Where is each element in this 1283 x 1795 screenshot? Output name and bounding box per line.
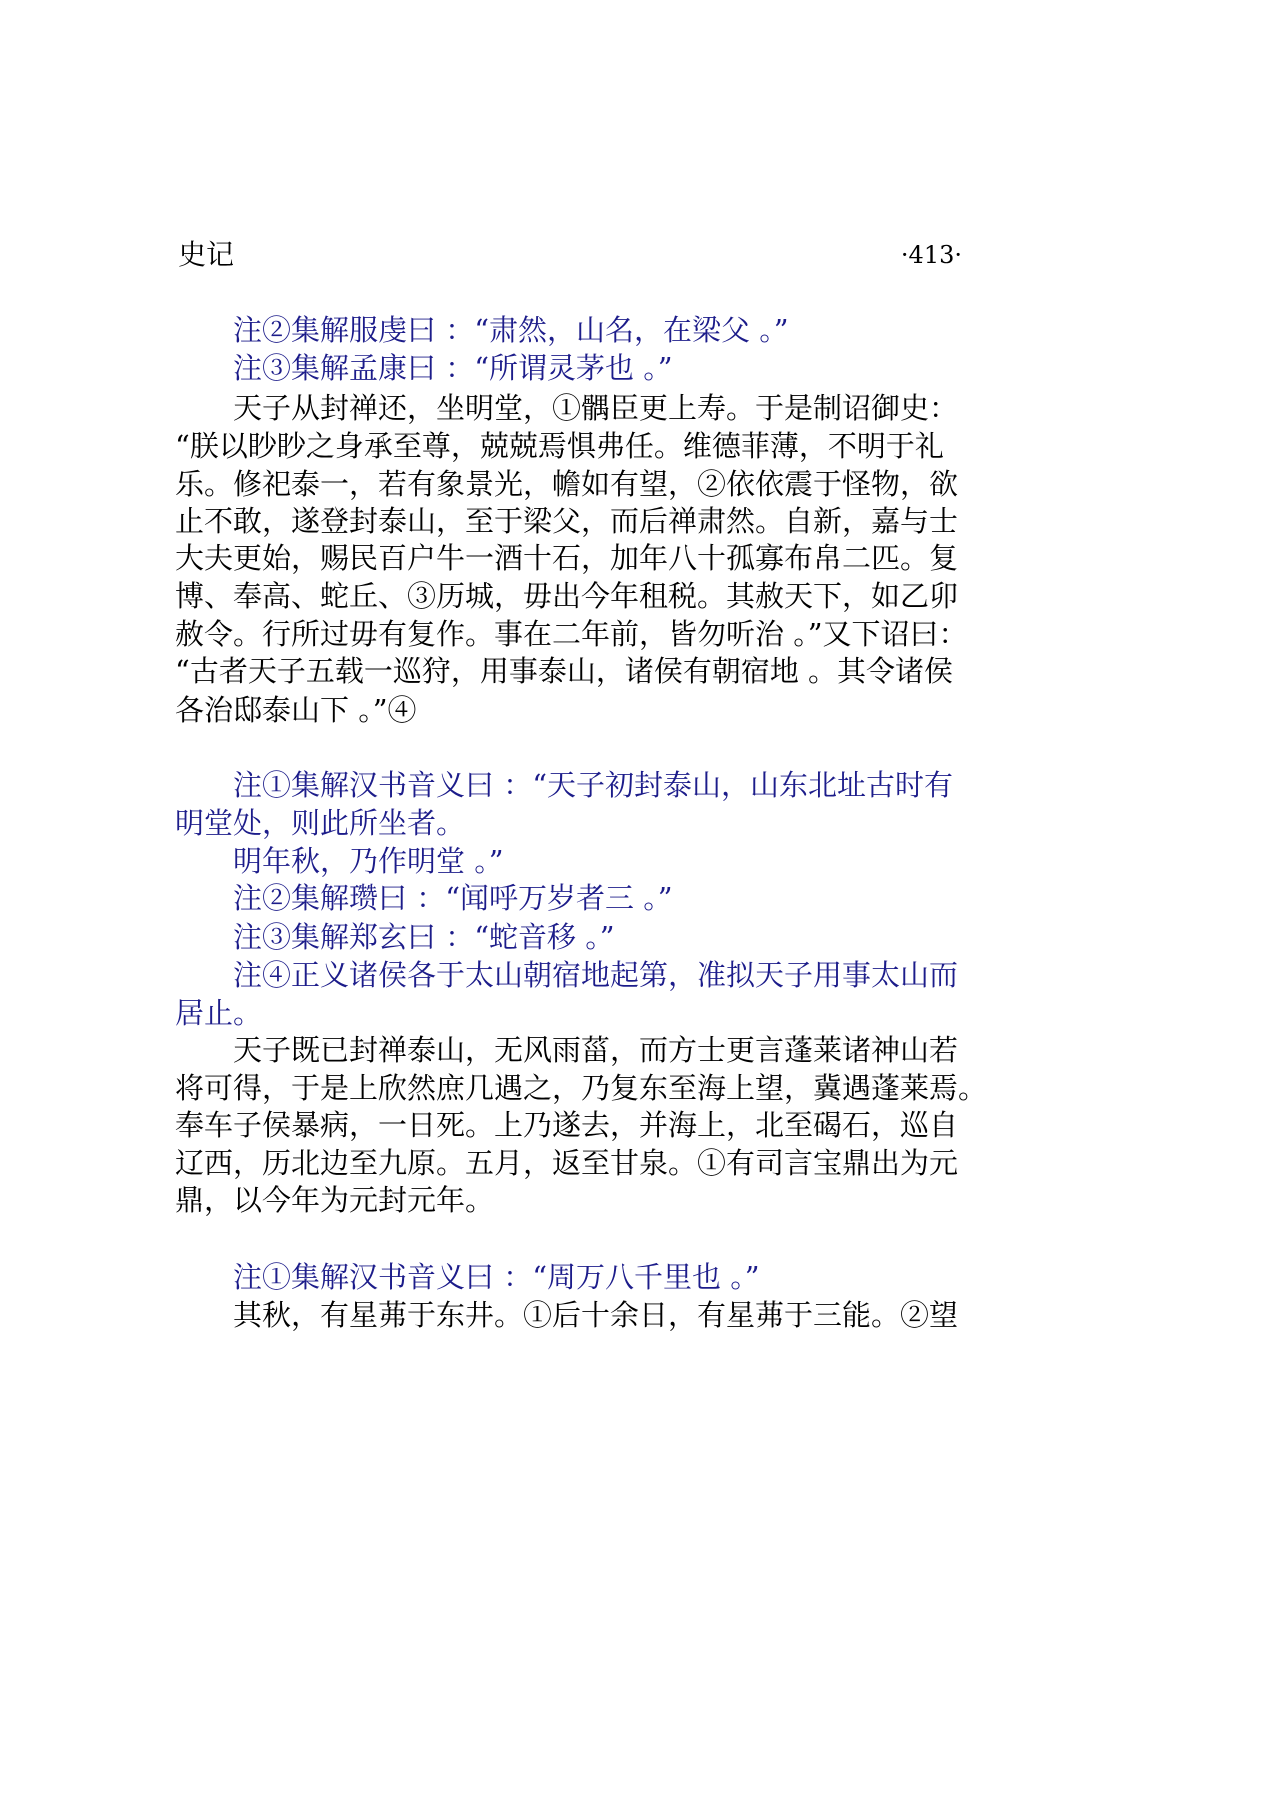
text-line: 奉车子侯暴病，一日死。上乃遂去，并海上，北至碣石，巡自: [175, 1108, 959, 1142]
text-line: 将可得，于是上欣然庶几遇之，乃复东至海上望，冀遇蓬莱焉。: [175, 1071, 988, 1105]
note-line: 明堂处，则此所坐者。: [175, 806, 466, 840]
text-line: 乐。修祀泰一，若有象景光，幨如有望，②依依震于怪物，欲: [175, 467, 959, 501]
note-line: 注①集解汉书音义曰 ：“天子初封泰山，山东北址古时有: [233, 768, 954, 802]
text-line: 天子既已封禅泰山，无风雨菑，而方士更言蓬莱诸神山若: [233, 1033, 959, 1067]
note-line: 注②集解瓒曰 ：“闻呼万岁者三 。”: [233, 881, 673, 915]
text-line: 赦令。行所过毋有复作。事在二年前，皆勿听治 。”又下诏曰：: [175, 617, 968, 651]
note-line: 注④正义诸侯各于太山朝宿地起第，准拟天子用事太山而: [233, 958, 959, 992]
text-line: 大夫更始，赐民百户牛一酒十石，加年八十孤寡布帛二匹。复: [175, 541, 959, 575]
text-line: 止不敢，遂登封泰山，至于梁父，而后禅肃然。自新，嘉与士: [175, 504, 959, 538]
note-line: 注②集解服虔曰 ：“肃然，山名，在梁父 。”: [233, 313, 789, 347]
running-title: 史记: [178, 238, 235, 271]
note-line: 注①集解汉书音义曰 ：“周万八千里也 。”: [233, 1260, 760, 1294]
note-line: 居止。: [175, 996, 263, 1030]
text-line: 天子从封禅还，坐明堂，①髃臣更上寿。于是制诏御史：: [233, 391, 959, 425]
text-line: “古者天子五载一巡狩，用事泰山，诸侯有朝宿地 。其令诸侯: [175, 654, 954, 688]
note-line: 注③集解孟康曰 ：“所谓灵茅也 。”: [233, 351, 673, 385]
text-line: 博、奉高、蛇丘、③历城，毋出今年租税。其赦天下，如乙卯: [175, 579, 959, 613]
text-line: 鼎，以今年为元封元年。: [175, 1183, 495, 1217]
page-number: ·413·: [900, 241, 962, 269]
note-line: 注③集解郑玄曰 ：“蛇音移 。”: [233, 920, 615, 954]
text-line: 各治邸泰山下 。”④: [175, 693, 417, 727]
text-line: 辽西，历北边至九原。五月，返至甘泉。①有司言宝鼎出为元: [175, 1146, 959, 1180]
text-line: 其秋，有星茀于东井。①后十余日，有星茀于三能。②望: [233, 1298, 959, 1332]
note-line: 明年秋，乃作明堂 。”: [233, 844, 504, 878]
text-line: “朕以眇眇之身承至尊，兢兢焉惧弗任。维德菲薄，不明于礼: [175, 429, 944, 463]
